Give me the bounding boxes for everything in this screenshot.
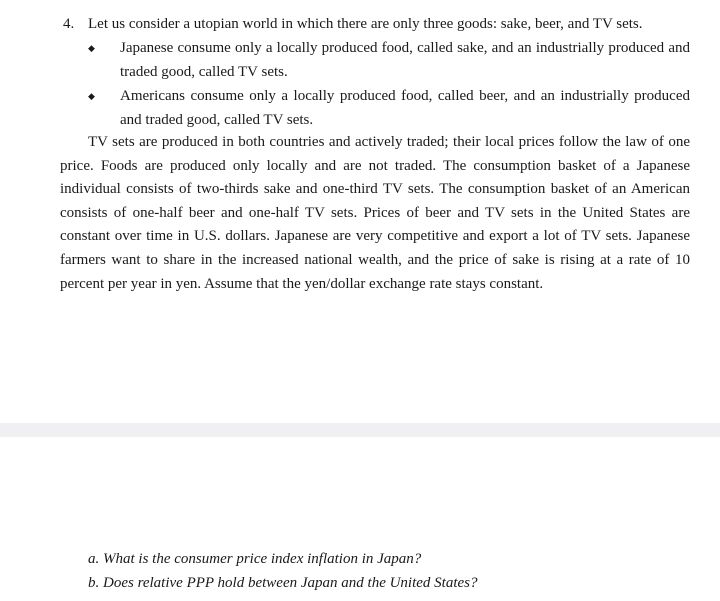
question-number: 4. <box>63 16 75 32</box>
diamond-bullet-icon: ◆ <box>88 91 95 101</box>
bullet-text: Japanese consume only a locally produced food, called sake, and an industrially produced and traded good, called TV sets. <box>120 40 690 80</box>
bullet-item-japanese <box>88 36 690 84</box>
question-intro: Let us consider a utopian world in which there are only three goods: sake, beer, and TV sets. <box>88 16 643 32</box>
section-divider <box>0 423 720 437</box>
sub-question-b: b. Does relative PPP hold between Japan and the United States? <box>88 575 478 591</box>
diamond-bullet-icon: ◆ <box>88 43 95 53</box>
bullet-item-americans <box>88 84 690 132</box>
bullet-list <box>88 36 690 132</box>
body-paragraph: TV sets are produced in both countries and actively traded; their local prices follow the law of one price. Foods are produced only locally and are not traded. The consumption basket of a Japanese individual consists of two-thirds sake and one-third TV sets. The consumption basket of an American consists of one-half beer and one-half TV sets. Prices of beer and TV sets in the United States are constant over time in U.S. dollars. Japanese are very competitive and export a lot of TV sets. Japanese farmers want to share in the increased national wealth, and the price of sake is rising at a rate of 10 percent per year in yen. Assume that the yen/dollar exchange rate stays constant. <box>60 134 690 292</box>
sub-question-list <box>88 547 478 595</box>
sub-question-a: a. What is the consumer price index inflation in Japan? <box>88 551 422 567</box>
bullet-text: Americans consume only a locally produced food, called beer, and an industrially produced and traded good, called TV sets. <box>120 88 690 128</box>
